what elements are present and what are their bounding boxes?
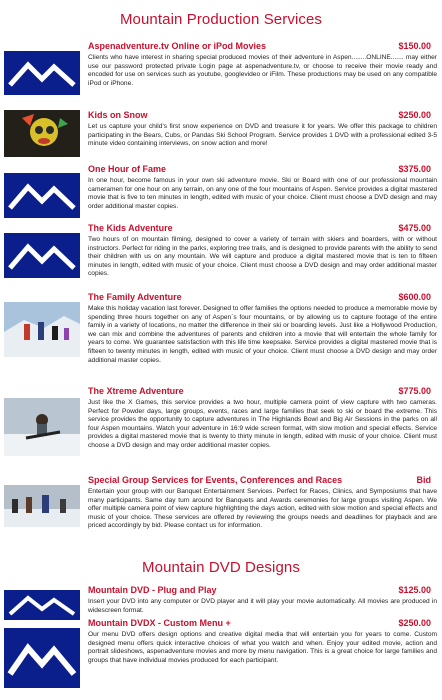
service-price: $375.00 [398, 164, 431, 174]
service-price: $125.00 [398, 585, 431, 595]
kids-on-snow-photo [4, 110, 80, 157]
service-heading [87, 618, 437, 630]
service-price: $475.00 [398, 223, 431, 233]
page-title: Mountain Production Services [119, 11, 323, 28]
service-title[interactable]: The Xtreme Adventure [88, 386, 184, 396]
service-title[interactable]: Kids on Snow [88, 110, 148, 120]
group-event-photo [4, 485, 80, 527]
service-title[interactable]: Mountain DVDX - Custom Menu + [88, 618, 231, 628]
service-title[interactable]: Mountain DVD - Plug and Play [88, 585, 217, 595]
service-title[interactable]: The Family Adventure [88, 292, 182, 302]
service-heading [87, 292, 437, 304]
service-description: Two hours of on mountain filming, designed to cover a variety of terrain with skiers and boarders, with or without instructors. Perfect for riding in the parks, exploring tree trails, and is designed to provide parents with the ability to send their children with us on any mountain. We will capture and produce a digital mastered movie that is ten to fifteen minutes in length, edited with music of your choice. Client must choose a DVD design and may order additional master copies. [88, 236, 437, 278]
family-adventure-photo [4, 302, 80, 357]
service-description: Entertain your group with our Banquet Entertainment Services. Perfect for Races, Clinics, and Symposiums that have many participants. Same day turn around for Banquets and Awards ceremonies for large groups visiting Aspen. We offer multiple camera point of view capture highlighting the days action, edited with slow motion and special effects and music of your choice. These services are offered by reviewing the groups needs and deadlines for playback and are priced accordingly by bid. Please contact us for information. [88, 488, 437, 530]
service-price: $600.00 [398, 292, 431, 302]
service-title[interactable]: Aspenadventure.tv Online or iPod Movies [88, 41, 267, 51]
service-heading [87, 475, 437, 487]
mountain-logo-icon [4, 233, 80, 278]
service-description: Just like the X Games, this service provides a two hour, multiple camera point of view capture with two cameras. Perfect for Powder days, large groups, events, races and large families that seek to ski or board the extreme. This service provides the opportunity to capture adventures in The Highlands Bowl and Big Air Sessions in the parks on all four Aspen mountains. Watch your adventure in 16:9 wide screen format, with slow motion and special effects. Service provides a digital mastered movie that is twenty to thirty minute in length, edited with music of your choice. Client must choose a DVD design and may order additional master copies. [88, 399, 437, 449]
service-title[interactable]: The Kids Adventure [88, 223, 173, 233]
service-description: Make this holiday vacation last forever. Designed to offer families the options needed to produce a memorable movie by spending three hours together on any of Aspen´s four mountains, or by allowing us to capture footage of the entire family in a variety of locations, no matter the difference in their ski or boarding levels. Just like a Hollywood Production, we can mix and combine the adventures of parents and children into a movie that will entertain the whole family for years to come. We guarantee satisfaction with this life time keepsake. Service provides a digital mastered movie that is fifteen to twenty minutes in length, edited with music of your choice. Client must choose a DVD design and may order additional master copies. [88, 305, 437, 364]
section-title: Mountain DVD Designs [142, 559, 300, 576]
service-title[interactable]: Special Group Services for Events, Conferences and Races [88, 475, 343, 485]
service-heading [87, 110, 437, 122]
service-price: Bid [416, 475, 431, 485]
service-heading [87, 585, 437, 597]
service-title[interactable]: One Hour of Fame [88, 164, 167, 174]
service-heading [87, 41, 437, 53]
service-price: $775.00 [398, 386, 431, 396]
mountain-logo-icon [4, 51, 80, 95]
mountain-logo-icon [4, 173, 80, 218]
service-heading [87, 223, 437, 235]
service-price: $250.00 [398, 110, 431, 120]
service-description: Clients who have interest in sharing special produced movies of their adventure in Aspen........ONLINE....... may either use our password protected private Login page at aspenadventure.tv, or choose to receive their movie ready and encoded for use on services such as youtube, googlevideo or iFilm. These productions may be used on any compatible iPod or iPhone. [88, 54, 437, 87]
service-heading [87, 386, 437, 398]
mountain-logo-icon [4, 590, 80, 620]
service-price: $150.00 [398, 41, 431, 51]
service-heading [87, 164, 437, 176]
service-description: Our menu DVD offers design options and creative digital media that will entertain you for years to come. Custom designed menu offers quick interactive choices of what you watch and when. Enjoy your edited movie, action and portrait slideshows, aspenadventure movies and more by menu navigation. This is a great choice for large families and groups that have individual movies produced for each participant. [88, 631, 437, 664]
service-description: Insert your DVD into any computer or DVD player and it will play your movie automatically. All movies are produced in widescreen format. [88, 598, 437, 614]
xtreme-adventure-photo [4, 398, 80, 456]
service-description: Let us capture your child's first snow experience on DVD and treasure it for years. We offer this package to children participating in the Bears, Cubs, or Pandas Ski School Program. Service provides 1 DVD with a professional edited 3-5 minute video containing interviews, on snow action and more! [88, 123, 437, 148]
service-description: In one hour, become famous in your own ski adventure movie. Ski or Board with one of our professional mountain cameramen for one hour on any terrain, on any one of the four mountains of Aspen. Service provides a digital mastered movie that is five to ten minutes in length, edited with music of your choice. Client must choose a DVD design and may order additional master copies. [88, 177, 437, 210]
service-price: $250.00 [398, 618, 431, 628]
mountain-logo-icon [4, 628, 80, 688]
